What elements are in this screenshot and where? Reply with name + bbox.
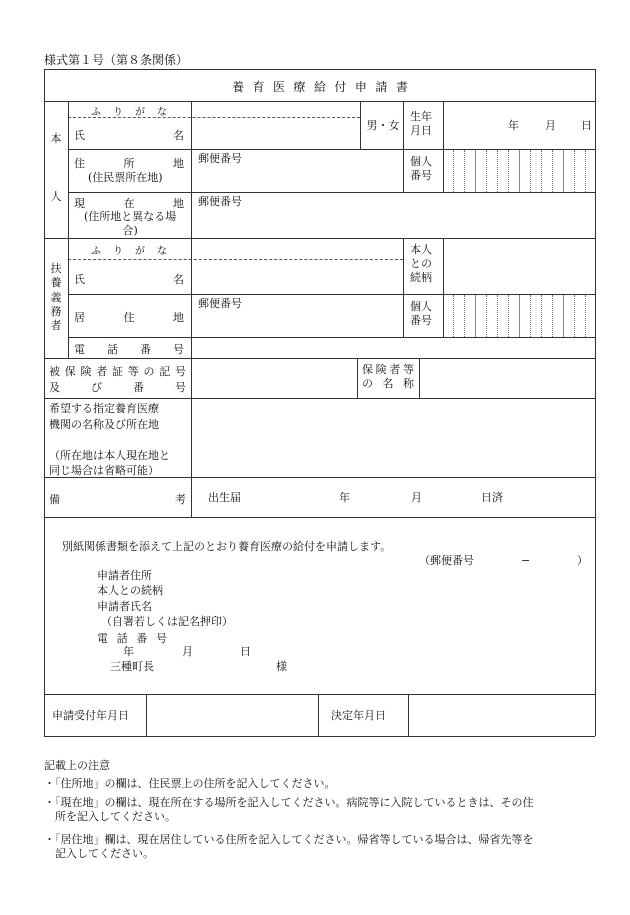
application-year-unit: 年 — [123, 645, 134, 658]
insurance-number-label-1: 被 保 険 者 証 等 の 記 号 — [49, 365, 186, 378]
birth-year-unit: 年 — [508, 119, 519, 132]
form-label: 様式第１号（第８条関係） — [44, 53, 189, 67]
addressee-honorific: 様 — [276, 660, 287, 673]
address-label: 住 所 地 — [74, 157, 184, 170]
honnin-furigana-label: ふ り が な — [91, 107, 167, 118]
fuyo-kojin-label: 個人 番号 — [410, 300, 432, 327]
current-postal-label: 郵便番号 — [198, 195, 242, 208]
form-title: 養 育 医 療 給 付 申 請 書 — [232, 80, 408, 94]
applicant-phone-label: 電 話 番 号 — [97, 632, 167, 645]
notes-heading: 記載上の注意 — [44, 759, 110, 772]
current-location-label: 現 在 地 — [74, 197, 184, 210]
remarks-label: 備 考 — [49, 493, 186, 506]
honnin-side-label: 本 人 — [50, 132, 62, 204]
fuyo-side-label: 扶 養 義 務 者 — [50, 262, 62, 333]
note-item-3: ・「居住地」欄は、現在居住している住所を記入してください。帰省等している場合は、帰省先等を 記入してください。 — [44, 833, 534, 861]
application-day-unit: 日 — [240, 645, 251, 658]
honnin-name-label: 氏 名 — [74, 129, 184, 142]
remarks-year-unit: 年 — [339, 491, 350, 504]
postal-close: ） — [577, 554, 588, 567]
address-postal-label: 郵便番号 — [198, 152, 242, 165]
applicant-relation-label: 本人との続柄 — [97, 584, 163, 597]
birth-month-unit: 月 — [545, 119, 556, 132]
residence-label: 居 住 地 — [74, 311, 184, 324]
addressee-label: 三種町長 — [110, 660, 154, 673]
birth-label: 生年 月日 — [410, 110, 432, 137]
birth-day-unit: 日 — [581, 119, 592, 132]
institution-label: 希望する指定養育医療 機関の名称及び所在地 （所在地は本人現在地と 同じ場合は省略可能） — [49, 402, 170, 477]
signature-note: （自署若しくは記名押印） — [101, 615, 233, 628]
postal-dash: − — [521, 554, 531, 567]
remarks-month-unit: 月 — [411, 491, 422, 504]
remarks-day-unit: 日済 — [481, 491, 503, 504]
relation-label: 本人 との 続柄 — [410, 243, 432, 284]
birth-report-label: 出生届 — [208, 491, 241, 504]
applicant-address-label: 申請者住所 — [97, 569, 152, 582]
applicant-name-label: 申請者氏名 — [97, 600, 152, 613]
insurer-name-label: 保 険 者 等 の 名 称 — [362, 363, 414, 390]
note-item-1: ・「住所地」の欄は、住民票上の住所を記入してください。 — [44, 777, 336, 790]
application-statement: 別紙関係書類を添えて上記のとおり養育医療の給付を申請します。 — [62, 540, 392, 553]
application-month-unit: 月 — [182, 645, 193, 658]
address-sub-label: (住民票所在地) — [88, 171, 163, 184]
insurance-number-label-2: 及 び 番 号 — [49, 381, 186, 394]
received-date-label: 申請受付年月日 — [52, 709, 129, 722]
fuyo-name-label: 氏 名 — [74, 273, 184, 286]
decided-date-label: 決定年月日 — [331, 709, 386, 722]
honnin-kojin-label: 個人 番号 — [410, 155, 432, 182]
gender-select[interactable]: 男・女 — [366, 119, 400, 132]
fuyo-furigana-label: ふ り が な — [91, 246, 167, 257]
note-item-2: ・「現在地」の欄は、現在所在する場所を記入してください。病院等に入院しているときは、その住 所を記入してください。 — [44, 796, 534, 824]
residence-postal-label: 郵便番号 — [198, 297, 242, 310]
postal-open: （郵便番号 — [419, 554, 474, 567]
current-location-sub-label: (住所地と異なる場 合) — [84, 210, 177, 237]
phone-label: 電 話 番 号 — [74, 343, 184, 356]
